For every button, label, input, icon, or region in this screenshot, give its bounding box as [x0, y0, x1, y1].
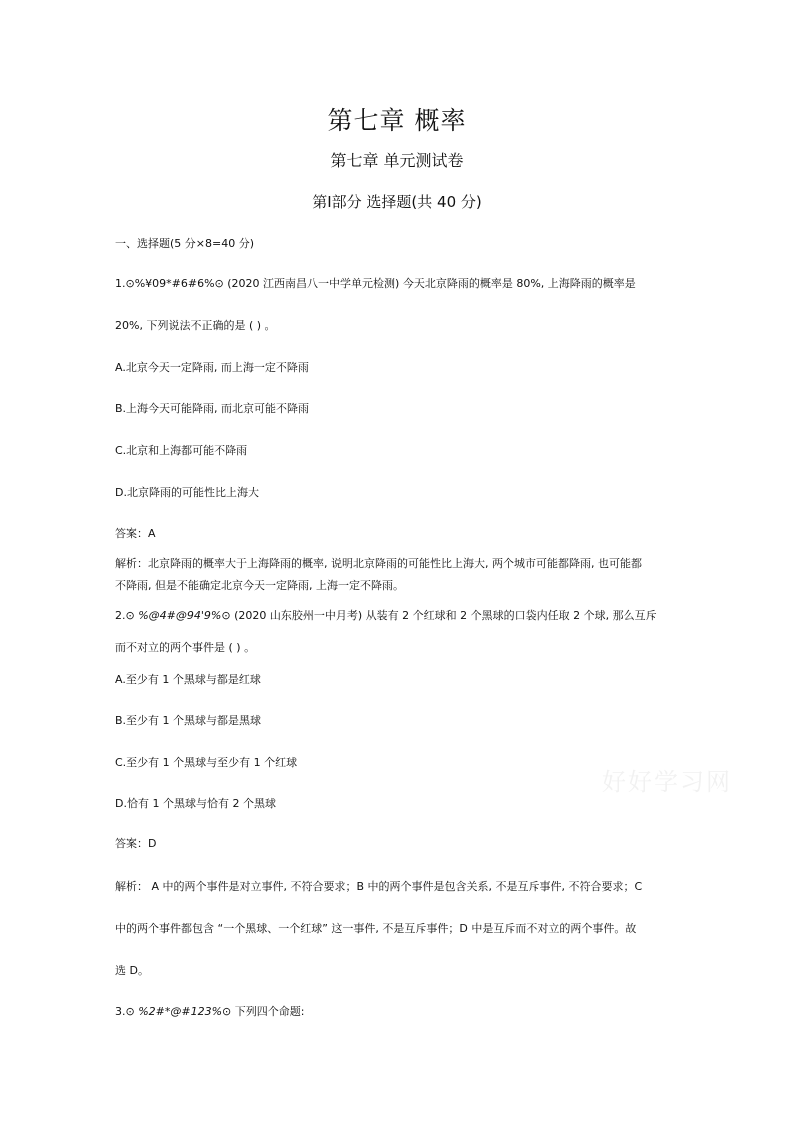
- question-number: 3.: [115, 1005, 126, 1018]
- question-1-option-c: C.北京和上海都可能不降雨: [115, 444, 248, 457]
- question-3-line1: [115, 1004, 304, 1020]
- question-2-analysis-line3: 选 D。: [115, 964, 149, 977]
- question-1-analysis-line2: 不降雨, 但是不能确定北京今天一定降雨, 上海一定不降雨。: [115, 579, 404, 592]
- test-subtitle: 第七章 单元测试卷: [330, 151, 464, 170]
- question-code: ⊙%¥09*#6#6%⊙: [125, 277, 224, 290]
- question-1-option-d: D.北京降雨的可能性比上海大: [115, 486, 259, 499]
- question-1-option-b: B.上海今天可能降雨, 而北京可能不降雨: [115, 402, 310, 415]
- question-1-option-a: A.北京今天一定降雨, 而上海一定不降雨: [115, 361, 309, 374]
- question-2-option-a: A.至少有 1 个黑球与都是红球: [115, 673, 261, 686]
- question-code: ⊙ %@4#@94'9%⊙: [125, 609, 231, 622]
- question-2-option-b: B.至少有 1 个黑球与都是黑球: [115, 714, 262, 727]
- question-number: 1.: [115, 277, 126, 290]
- watermark: 好好学习网: [602, 768, 732, 796]
- question-2-line1: [115, 608, 657, 624]
- question-number: 2.: [115, 609, 126, 622]
- chapter-title: 第七章 概率: [327, 106, 467, 135]
- question-2-answer: 答案：D: [115, 837, 157, 850]
- question-2-analysis-line2: 中的两个事件都包含 “一个黑球、一个红球” 这一事件, 不是互斥事件；D 中是互斥而不对立的两个事件。故: [115, 922, 637, 935]
- question-2-option-d: D.恰有 1 个黑球与恰有 2 个黑球: [115, 797, 276, 810]
- question-text: (2020 山东胶州一中月考) 从装有 2 个红球和 2 个黑球的口袋内任取 2 个球, 那么互斥: [234, 609, 657, 622]
- question-text: (2020 江西南昌八一中学单元检测) 今天北京降雨的概率是 80%, 上海降雨的概率是: [227, 277, 636, 290]
- section-heading: 一、选择题(5 分×8=40 分): [115, 237, 255, 250]
- part-title: 第Ⅰ部分 选择题(共 40 分): [312, 193, 482, 211]
- question-1-analysis-line1: 解析：北京降雨的概率大于上海降雨的概率, 说明北京降雨的可能性比上海大, 两个城市可能都降雨, 也可能都: [115, 557, 642, 570]
- question-2-option-c: C.至少有 1 个黑球与至少有 1 个红球: [115, 756, 298, 769]
- question-2-analysis-line1: 解析： A 中的两个事件是对立事件, 不符合要求；B 中的两个事件是包含关系, 不是互斥事件, 不符合要求；C: [115, 880, 643, 893]
- question-code: ⊙ %2#*@#123%⊙: [125, 1005, 232, 1018]
- question-1-line1: [115, 276, 636, 292]
- question-text: 下列四个命题:: [234, 1005, 305, 1018]
- question-2-line2: 而不对立的两个事件是 ( ) 。: [115, 641, 256, 654]
- question-1-line2: 20%, 下列说法不正确的是 ( ) 。: [115, 319, 276, 332]
- question-1-answer: 答案：A: [115, 527, 156, 540]
